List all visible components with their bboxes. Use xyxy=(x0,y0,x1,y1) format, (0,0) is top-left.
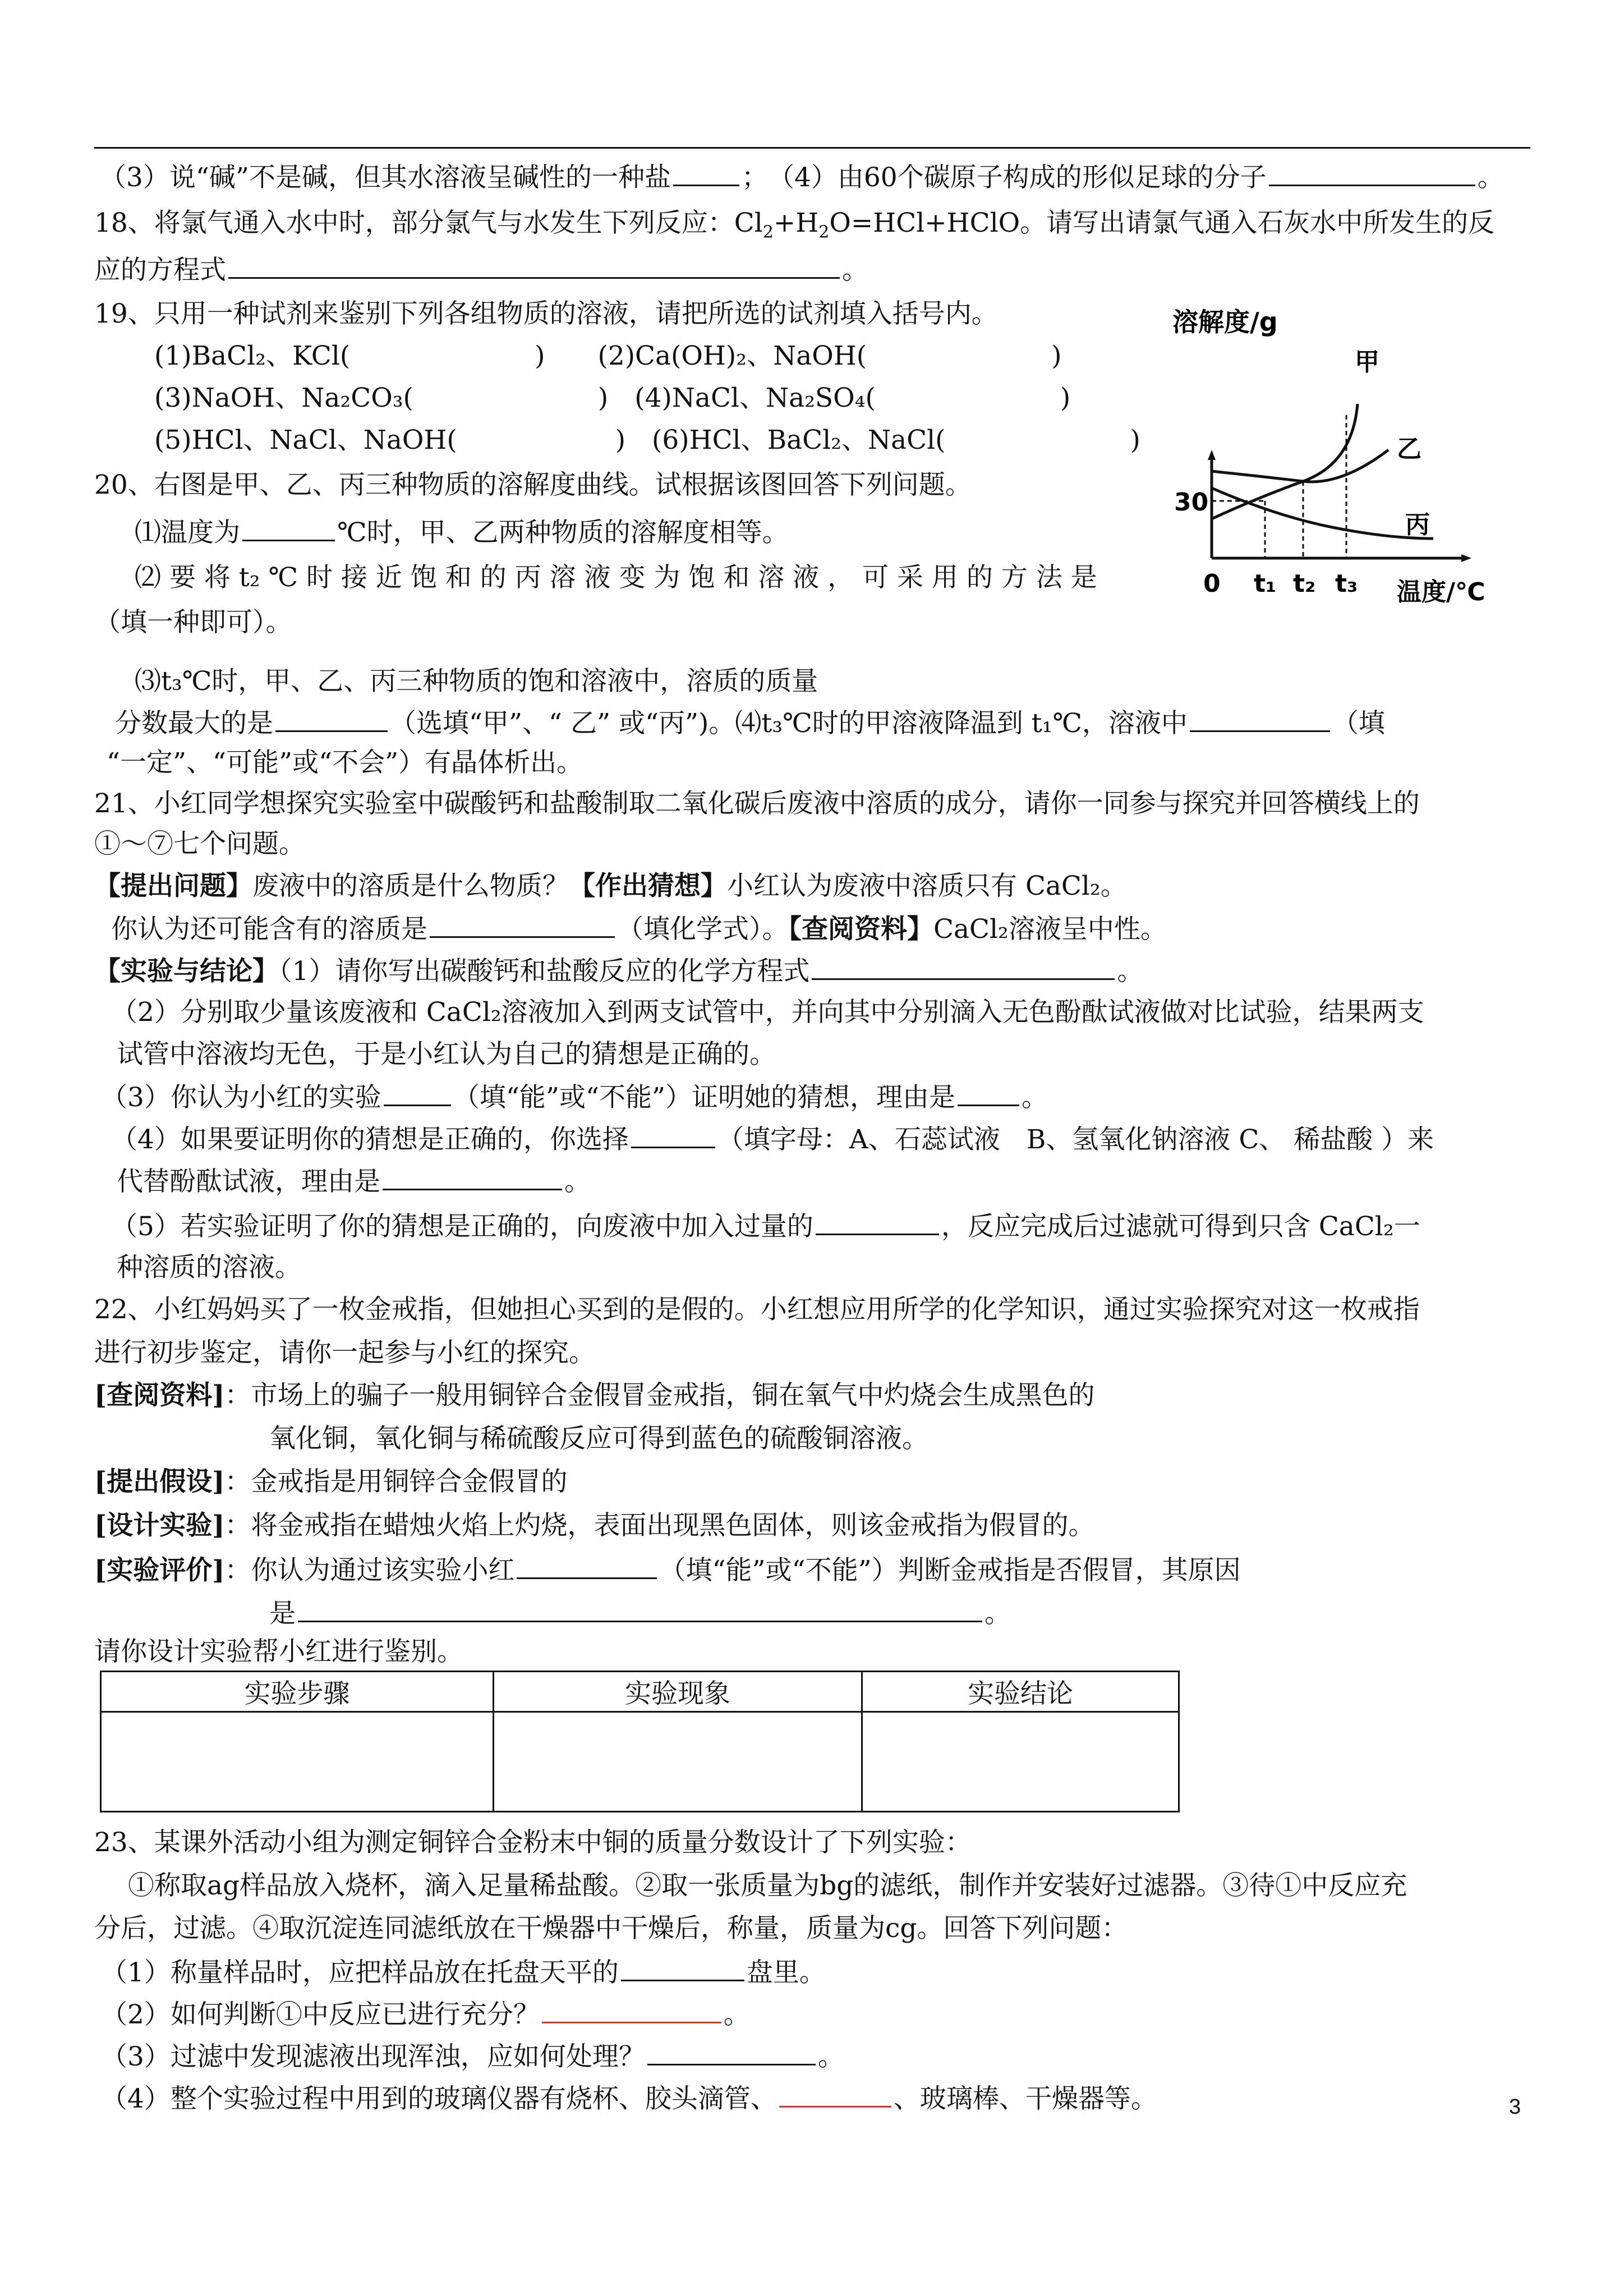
q23-l5: （2）如何判断①中反应已进行充分？ 。 xyxy=(101,1997,750,2032)
tick-origin: 0 xyxy=(1203,569,1221,598)
q21-l1: 21、小红同学想探究实验室中碳酸钙和盐酸制取二氧化碳后废液中溶质的成分，请你一同参与探究并回答横线上的 xyxy=(94,788,1420,819)
curve-bing xyxy=(1212,488,1433,539)
q23-l6: （3）过滤中发现滤液出现浑浊，应如何处理？ 。 xyxy=(101,2039,844,2074)
q21-l8: （3）你认为小红的实验 （填“能”或“不能”）证明她的猜想，理由是 。 xyxy=(101,1080,1048,1115)
answer-blank[interactable] xyxy=(673,160,739,186)
q23-l4: （1）称量样品时，应把样品放在托盘天平的 盘里。 xyxy=(101,1955,826,1990)
q21-l7: 试管中溶液均无色，于是小红认为自己的猜想是正确的。 xyxy=(117,1039,776,1070)
q18-line-1: 18、将氯气通入水中时，部分氯气与水发生下列反应：$Cl_2+H_2O=HCl+HClO$。请写出请氯气通入石灰水中所发生的反 xyxy=(94,208,1495,242)
q20-p3a: ⑶t₃℃时，甲、乙、丙三种物质的饱和溶液中，溶质的质量 xyxy=(135,666,818,697)
q19-row-2: (3)NaOH、Na₂CO₃( ) (4)NaCl、Na₂SO₄( ) xyxy=(154,383,1071,413)
table-cell[interactable] xyxy=(494,1712,862,1812)
q23-l7: （4）整个实验过程中用到的玻璃仪器有烧杯、胶头滴管、 、玻璃棒、干燥器等。 xyxy=(101,2081,1157,2116)
tick-30: 30 xyxy=(1174,488,1209,517)
q22-l2: 进行初步鉴定，请你一起参与小红的探究。 xyxy=(94,1337,595,1368)
answer-blank[interactable] xyxy=(384,1080,451,1106)
answer-blank[interactable] xyxy=(1190,706,1330,732)
q17-line: （3）说“碱”不是碱，但其水溶液呈碱性的一种盐 ； （4）由60个碳原子构成的形似足球的分子 。 xyxy=(100,160,1504,195)
answer-blank[interactable] xyxy=(647,2039,816,2065)
q20-p2a: ⑵ 要 将 t₂ ℃ 时 接 近 饱 和 的 丙 溶 液 变 为 饱 和 溶 液 ， 可 采 用 的 方 法 是 xyxy=(135,562,1097,593)
q21-l10: 代替酚酞试液，理由是 。 xyxy=(117,1164,591,1199)
solubility-curve-chart xyxy=(1164,303,1501,617)
q22-l8: 是 。 xyxy=(269,1596,1011,1631)
table-cell[interactable] xyxy=(862,1712,1179,1812)
q21-l12: 种溶质的溶液。 xyxy=(117,1252,301,1283)
q22-l7: [实验评价]：你认为通过该实验小红 （填“能”或“不能”）判断金戒指是否假冒，其原因 xyxy=(94,1553,1241,1588)
y-axis-label: 溶解度/g xyxy=(1172,307,1278,337)
answer-blank[interactable] xyxy=(228,252,840,279)
tick-t3: t₃ xyxy=(1335,569,1358,598)
table-cell[interactable] xyxy=(101,1712,494,1812)
answer-blank[interactable] xyxy=(1269,160,1475,186)
tick-t2: t₂ xyxy=(1293,569,1316,598)
q23-l1: 23、某课外活动小组为测定铜锌合金粉末中铜的质量分数设计了下列实验： xyxy=(94,1827,972,1858)
page-number: 3 xyxy=(1509,2095,1521,2119)
q19-row-3: (5)HCl、NaCl、NaOH( ) (6)HCl、BaCl₂、NaCl( ) xyxy=(154,425,1140,455)
q22-l4: 氧化铜，氧化铜与稀硫酸反应可得到蓝色的硫酸铜溶液。 xyxy=(269,1423,928,1454)
q21-l5: 【实验与结论】（1）请你写出碳酸钙和盐酸反应的化学方程式 。 xyxy=(94,954,1143,988)
experiment-table xyxy=(100,1671,1180,1812)
q23-l2: ①称取ag样品放入烧杯，滴入足量稀盐酸。②取一张质量为bg的滤纸，制作并安装好过滤器。③待①中反应充 xyxy=(128,1870,1407,1901)
q21-l9: （4）如果要证明你的猜想是正确的，你选择 （填字母：A、石蕊试液 B、氢氧化钠溶液 C、 稀盐酸 ）来 xyxy=(111,1122,1434,1157)
q21-l11: （5）若实验证明了你的猜想是正确的，向废液中加入过量的 ，反应完成后过滤就可得到只含 CaCl₂一 xyxy=(111,1209,1420,1244)
curve-yi xyxy=(1212,450,1388,482)
q22-l5: [提出假设]：金戒指是用铜锌合金假冒的 xyxy=(94,1466,568,1497)
answer-blank[interactable] xyxy=(779,2081,891,2108)
header-rule xyxy=(94,147,1530,149)
tick-t1: t₁ xyxy=(1254,569,1277,598)
answer-blank[interactable] xyxy=(621,1955,744,1981)
answer-blank[interactable] xyxy=(275,706,388,732)
q20-p3b: 分数最大的是 （选填“甲”、“ 乙” 或“丙”)。⑷t₃℃时的甲溶液降温到 t₁℃，溶液中 （填 xyxy=(115,706,1385,740)
q22-l6: [设计实验]：将金戒指在蜡烛火焰上灼烧，表面出现黑色固体，则该金戒指为假冒的。 xyxy=(94,1510,1095,1541)
q22-l3: [查阅资料]：市场上的骗子一般用铜锌合金假冒金戒指，铜在氧气中灼烧会生成黑色的 xyxy=(94,1380,1095,1411)
table-header: 实验步骤 xyxy=(101,1672,494,1712)
table-header: 实验结论 xyxy=(862,1672,1179,1712)
q21-l4: 你认为还可能含有的溶质是 （填化学式）。【查阅资料】CaCl₂溶液呈中性。 xyxy=(111,912,1167,946)
answer-blank[interactable] xyxy=(816,1209,939,1235)
x-axis-label: 温度/℃ xyxy=(1397,578,1485,606)
q19-intro: 19、只用一种试剂来鉴别下列各组物质的溶液，请把所选的试剂填入括号内。 xyxy=(94,298,998,329)
q21-l6: （2）分别取少量该废液和 CaCl₂溶液加入到两支试管中，并向其中分别滴入无色酚酞试液做对比试验，结果两支 xyxy=(111,997,1424,1028)
curve-jia xyxy=(1212,404,1358,519)
answer-blank[interactable] xyxy=(242,515,335,541)
q20-p3e: “一定”、“可能”或“不会”）有晶体析出。 xyxy=(107,747,583,778)
q18-line-2: 应的方程式 。 xyxy=(94,252,868,287)
q21-l3: 【提出问题】废液中的溶质是什么物质？【作出猜想】小红认为废液中溶质只有 CaCl₂。 xyxy=(94,871,1127,901)
answer-blank[interactable] xyxy=(958,1080,1019,1106)
q19-row-1: (1)BaCl₂、KCl( ) (2)Ca(OH)₂、NaOH( ) xyxy=(154,341,1062,371)
answer-blank[interactable] xyxy=(812,954,1115,980)
q23-l3: 分后，过滤。④取沉淀连同滤纸放在干燥器中干燥后，称量，质量为cg。回答下列问题： xyxy=(94,1913,1128,1944)
label-bing: 丙 xyxy=(1405,510,1430,539)
q20-intro: 20、右图是甲、乙、丙三种物质的溶解度曲线。试根据该图回答下列问题。 xyxy=(94,470,972,500)
answer-blank[interactable] xyxy=(517,1553,657,1579)
q22-l1: 22、小红妈妈买了一枚金戒指，但她担心买到的是假的。小红想应用所学的化学知识，通过实验探究对这一枚戒指 xyxy=(94,1294,1420,1325)
label-yi: 乙 xyxy=(1397,435,1421,463)
answer-blank[interactable] xyxy=(430,912,615,938)
answer-blank[interactable] xyxy=(542,1997,721,2023)
q21-l2: ①～⑦七个问题。 xyxy=(94,829,305,859)
q20-p1: ⑴温度为 ℃时，甲、乙两种物质的溶解度相等。 xyxy=(135,515,789,550)
q20-p2b: （填一种即可）。 xyxy=(94,607,292,638)
q22-l9: 请你设计实验帮小红进行鉴别。 xyxy=(94,1636,463,1667)
label-jia: 甲 xyxy=(1355,348,1379,376)
answer-blank[interactable] xyxy=(298,1596,982,1622)
answer-blank[interactable] xyxy=(631,1122,715,1148)
table-header: 实验现象 xyxy=(494,1672,862,1712)
answer-blank[interactable] xyxy=(383,1164,562,1190)
